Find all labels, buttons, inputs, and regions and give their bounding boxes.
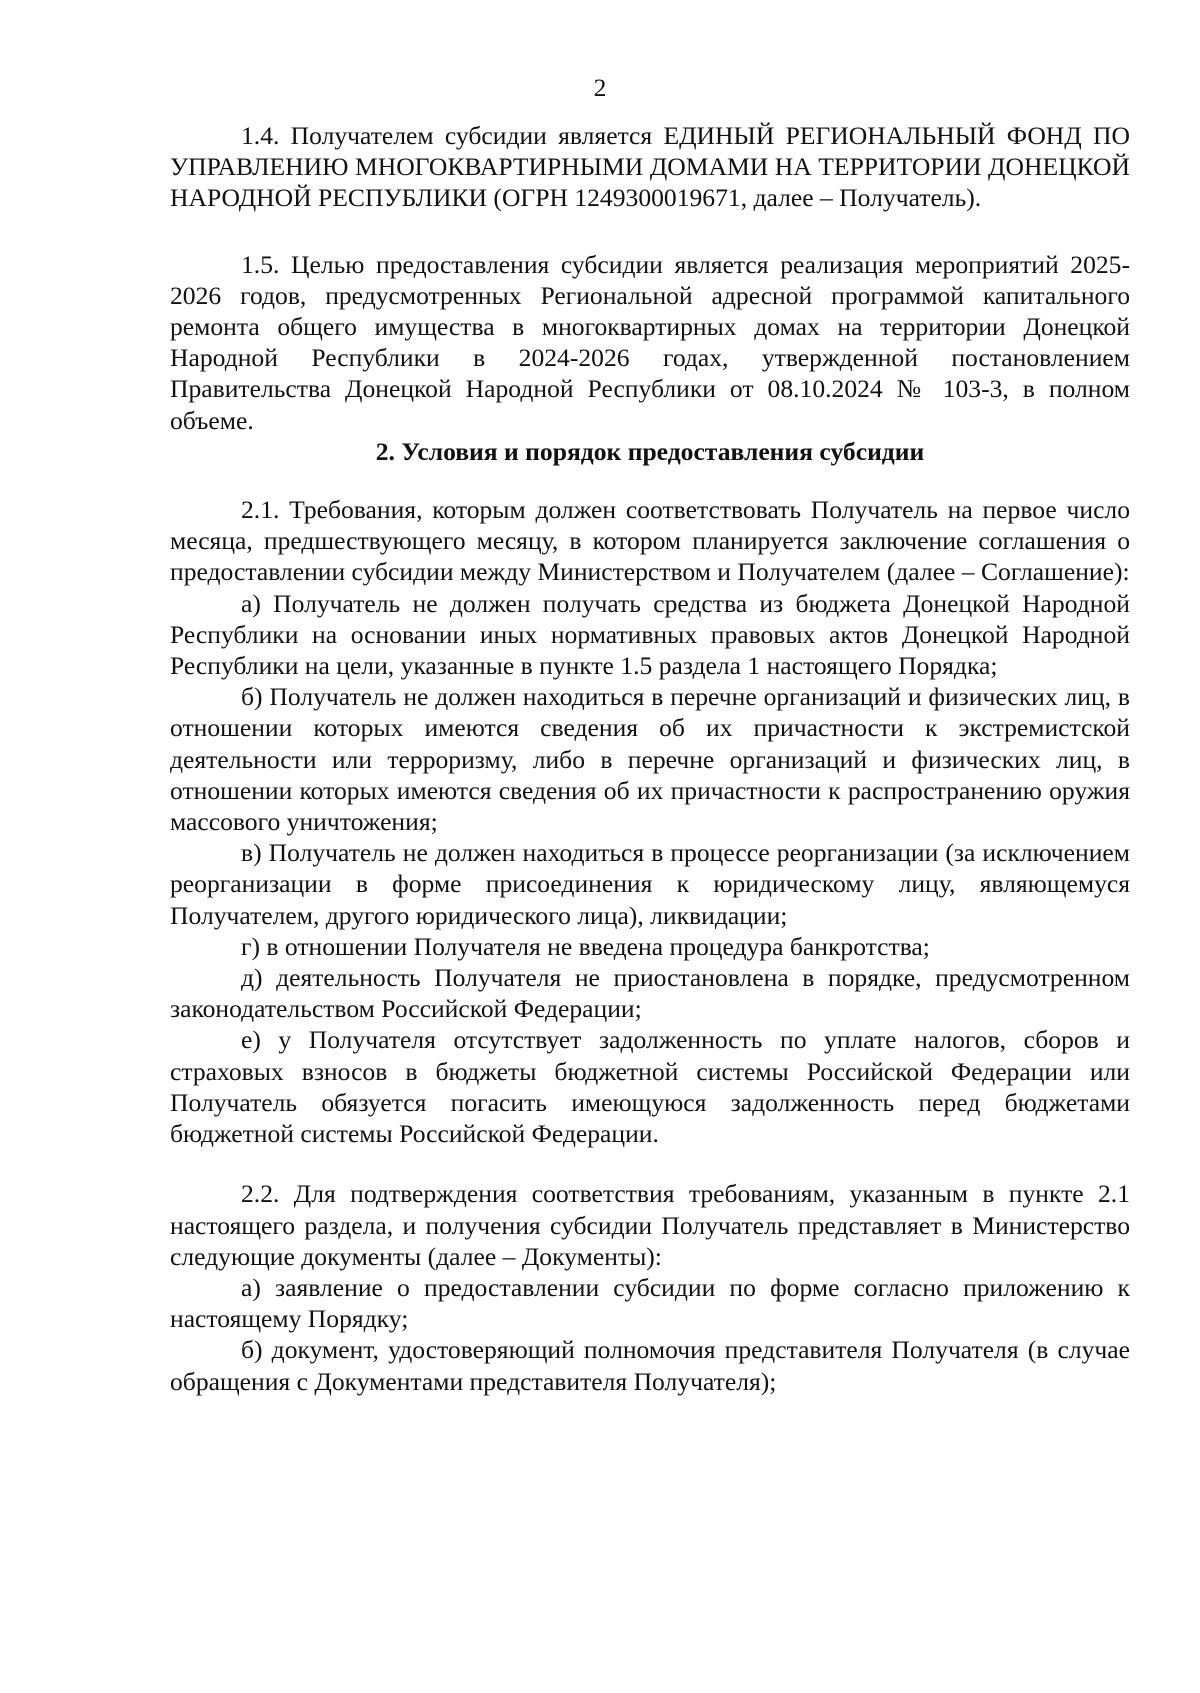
section-2-heading: 2. Условия и порядок предоставления субсидии	[375, 436, 925, 466]
paragraph-2-2-a: а) заявление о предоставлении субсидии по форме согласно приложению к настоящему Порядку;	[170, 1272, 1130, 1334]
paragraph-2-1-g: г) в отношении Получателя не введена процедура банкротства;	[241, 931, 930, 961]
paragraph-2-1-e: е) у Получателя отсутствует задолженность по уплате налогов, сборов и страховых взносов в бюджеты бюджетной системы Российской Федерации или Получатель обязуется погасить имеющуюся задолженность перед бюджетами бюджетной системы Российской Федерации.	[170, 1025, 1130, 1149]
paragraph-2-2-b: б) документ, удостоверяющий полномочия представителя Получателя (в случае обращения с Документами представителя Получателя);	[170, 1335, 1130, 1396]
paragraph-2-1-a: а) Получатель не должен получать средства из бюджета Донецкой Народной Республики на основании иных нормативных правовых актов Донецкой Народной Республики на цели, указанные в пункте 1.5 раздела 1 настоящего Порядка;	[170, 588, 1130, 681]
paragraph-1-4: 1.4. Получателем субсидии является ЕДИНЫЙ РЕГИОНАЛЬНЫЙ ФОНД ПО УПРАВЛЕНИЮ МНОГОКВАРТИРНЫМИ ДОМАМИ НА ТЕРРИТОРИИ ДОНЕЦКОЙ НАРОДНОЙ РЕСПУБЛИКИ (ОГРН 1249300019671, далее – Получатель).	[170, 121, 1130, 213]
page-number: 2	[593, 73, 607, 102]
paragraph-1-5: 1.5. Целью предоставления субсидии является реализация мероприятий 2025-2026 годов, предусмотренных Региональной адресной программой капитального ремонта общего имущества в многоквартирных домах на территории Донецкой Народной Республики в 2024-2026 годах, утвержденной постановлением Правительства Донецкой Народной Республики от 08.10.2024 № 103-3, в полном объеме.	[170, 249, 1130, 435]
paragraph-2-1-d: д) деятельность Получателя не приостановлена в порядке, предусмотренном законодательством Российской Федерации;	[170, 963, 1130, 1024]
document-body	[170, 120, 1130, 1397]
paragraph-2-1-b: б) Получатель не должен находиться в перечне организаций и физических лиц, в отношении которых имеются сведения об их причастности к экстремистской деятельности или терроризму, либо в перечне организаций и физических лиц, в отношении которых имеются сведения об их причастности к распространению оружия массового уничтожения;	[170, 682, 1130, 837]
paragraph-2-1-v: в) Получатель не должен находиться в процессе реорганизации (за исключением реорганизации в форме присоединения к юридическому лицу, являющемуся Получателем, другого юридического лица), ликвидации;	[170, 838, 1130, 930]
paragraph-2-2: 2.2. Для подтверждения соответствия требованиям, указанным в пункте 2.1 настоящего раздела, и получения субсидии Получатель представляет в Министерство следующие документы (далее – Документы):	[170, 1179, 1130, 1271]
paragraph-2-1: 2.1. Требования, которым должен соответствовать Получатель на первое число месяца, предшествующего месяцу, в котором планируется заключение соглашения о предоставлении субсидии между Министерством и Получателем (далее – Соглашение):	[170, 495, 1130, 587]
